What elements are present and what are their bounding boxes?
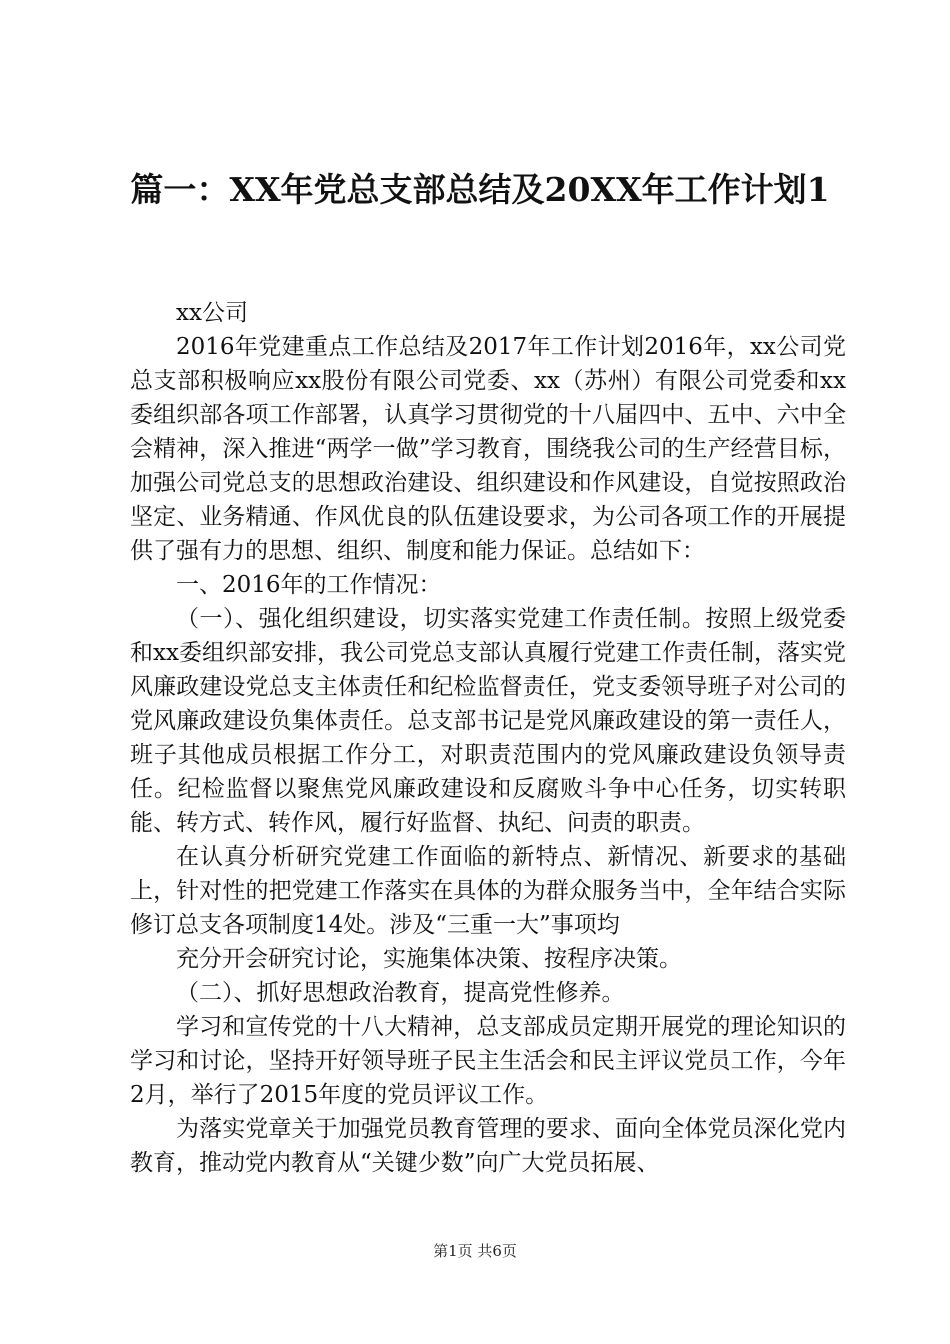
paragraph-section-heading: 一、2016年的工作情况： xyxy=(176,572,442,598)
document-body xyxy=(130,296,846,1180)
paragraph-organization: （一）、强化组织建设，切实落实党建工作责任制。按照上级党委和xx委组织部安排，我公司党总支部认真履行党建工作责任制，落实党风廉政建设党总支主体责任和纪检监督责任，党支委领导班子对公司的党风廉政建设负集体责任。总支部书记是党风廉政建设的第一责任人，班子其他成员根据工作分工，对职责范围内的党风廉政建设负领导责任。纪检监督以聚焦党风廉政建设和反腐败斗争中心任务，切实转职能、转方式、转作风，履行好监督、执纪、问责的职责。 xyxy=(130,606,846,836)
paragraph-analysis: 在认真分析研究党建工作面临的新特点、新情况、新要求的基础上，针对性的把党建工作落实在具体的为群众服务当中，全年结合实际修订总支各项制度14处。涉及“三重一大”事项均 xyxy=(130,844,846,938)
paragraph-subheading-education: （二）、抓好思想政治教育，提高党性修养。 xyxy=(176,980,625,1006)
page-footer: 第1页 共6页 xyxy=(433,1242,517,1260)
paragraph-intro: 2016年党建重点工作总结及2017年工作计划2016年，xx公司党总支部积极响应xx股份有限公司党委、xx（苏州）有限公司党委和xx委组织部各项工作部署，认真学习贯彻党的十八届四中、五中、六中全会精神，深入推进“两学一做”学习教育，围绕我公司的生产经营目标，加强公司党总支的思想政治建设、组织建设和作风建设，自觉按照政治坚定、业务精通、作风优良的队伍建设要求，为公司各项工作的开展提供了强有力的思想、组织、制度和能力保证。总结如下： xyxy=(130,334,846,564)
document-title: 篇一：XX年党总支部总结及20XX年工作计划1 xyxy=(130,170,830,209)
paragraph-decision: 充分开会研究讨论，实施集体决策、按程序决策。 xyxy=(176,946,682,972)
paragraph-company: xx公司 xyxy=(176,300,248,326)
paragraph-party-education: 为落实党章关于加强党员教育管理的要求、面向全体党员深化党内教育，推动党内教育从“关键少数”向广大党员拓展、 xyxy=(130,1116,846,1176)
paragraph-study: 学习和宣传党的十八大精神，总支部成员定期开展党的理论知识的学习和讨论，坚持开好领导班子民主生活会和民主评议党员工作，今年2月，举行了2015年度的党员评议工作。 xyxy=(130,1014,846,1108)
